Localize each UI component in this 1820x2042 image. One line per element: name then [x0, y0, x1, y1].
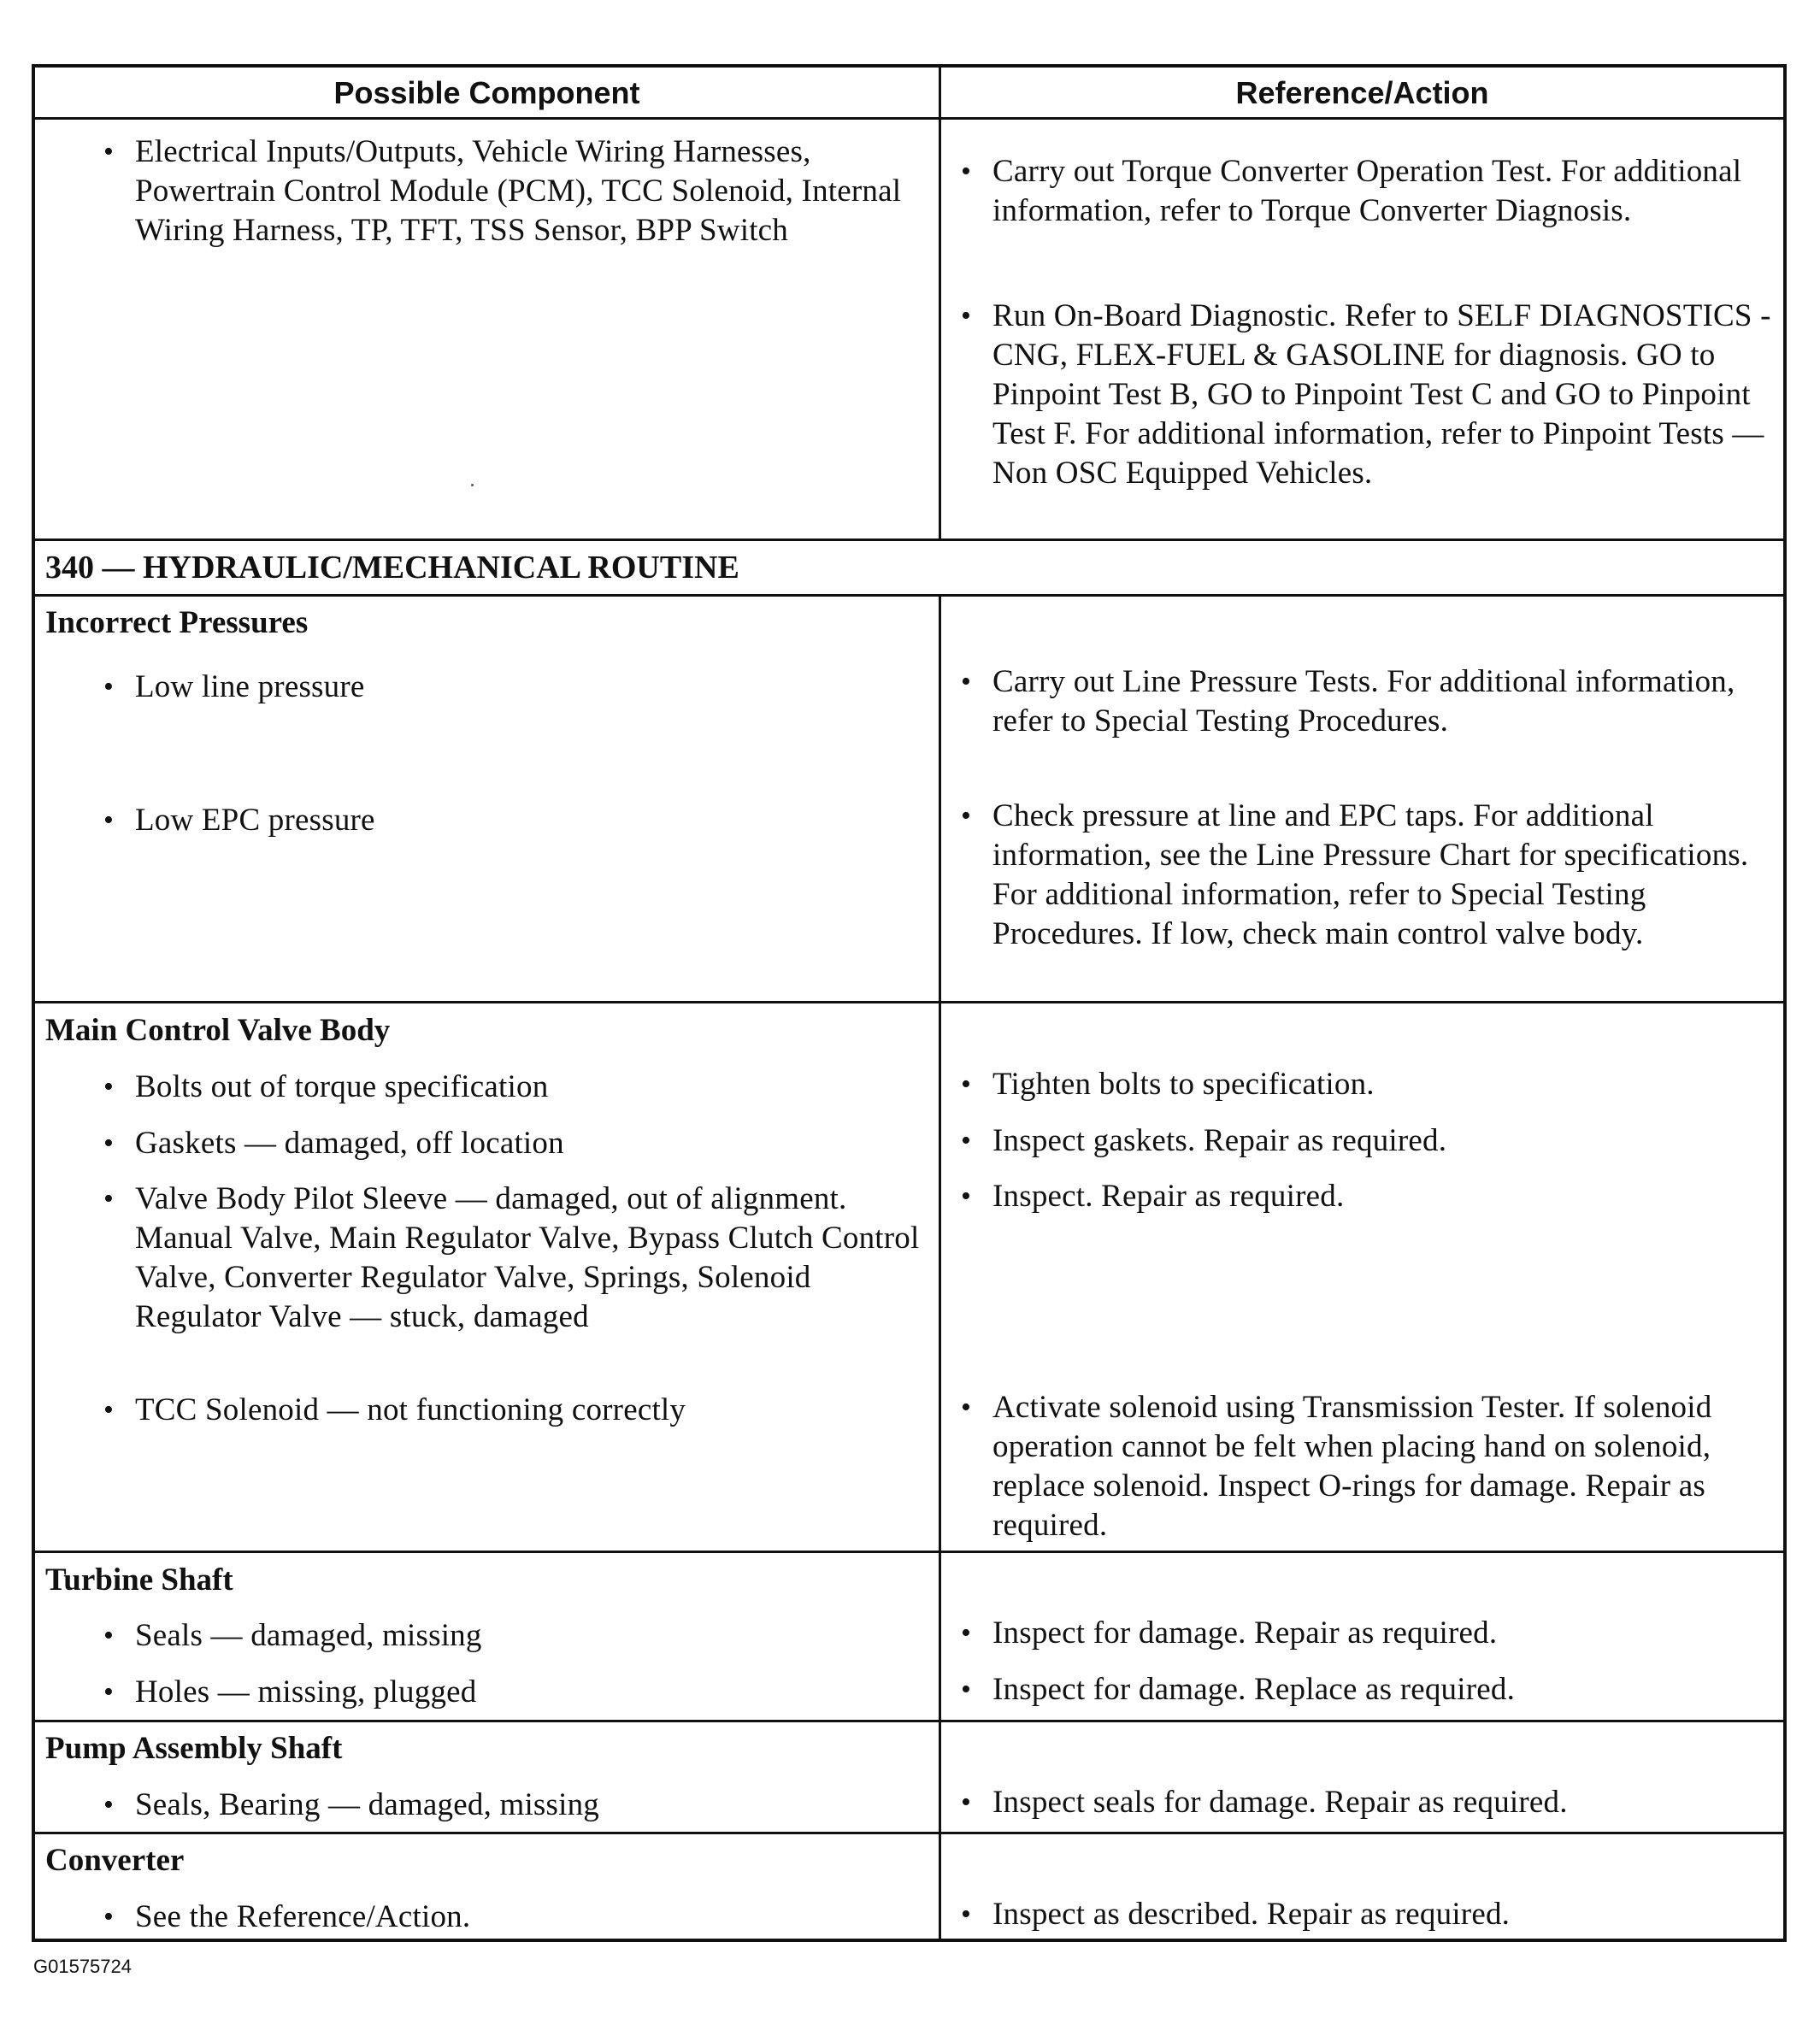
row-divider: [35, 538, 1783, 541]
header-possible-component: Possible Component: [333, 75, 640, 110]
action-tighten-bolts: • Tighten bolts to specification.: [961, 1065, 1773, 1104]
action-torque-converter-test: • Carry out Torque Converter Operation Test. For additional information, refer to Torque Converter Diagnosis.: [961, 152, 1773, 231]
action-line-pressure-tests: • Carry out Line Pressure Tests. For additional information, refer to Special Testing Procedures.: [961, 662, 1773, 741]
action-activate-solenoid: • Activate solenoid using Transmission Tester. If solenoid operation cannot be felt when placing hand on solenoid, replace solenoid. Inspect O-rings for damage. Repair as required.: [961, 1388, 1773, 1545]
group-title-main-control-valve-body: Main Control Valve Body: [45, 1013, 391, 1048]
row-divider: [35, 594, 1783, 597]
figure-id: G01575724: [33, 1956, 132, 1977]
component-pump-seals: • Seals, Bearing — damaged, missing: [103, 1786, 924, 1825]
component-bolts: • Bolts out of torque specification: [103, 1068, 924, 1107]
component-converter: • See the Reference/Action.: [103, 1898, 924, 1937]
row-divider: [35, 1551, 1783, 1553]
action-converter: • Inspect as described. Repair as required.: [961, 1895, 1773, 1934]
action-turbine-holes: • Inspect for damage. Replace as required.: [961, 1670, 1773, 1710]
group-title-converter: Converter: [45, 1843, 185, 1878]
component-low-epc-pressure: • Low EPC pressure: [103, 801, 924, 840]
section-title: 340 — HYDRAULIC/MECHANICAL ROUTINE: [45, 550, 739, 586]
component-low-line-pressure: • Low line pressure: [103, 668, 924, 707]
component-turbine-seals: • Seals — damaged, missing: [103, 1616, 924, 1656]
component-gaskets: • Gaskets — damaged, off location: [103, 1124, 924, 1163]
diagnosis-table: [32, 64, 1787, 1942]
action-on-board-diagnostic: • Run On-Board Diagnostic. Refer to SELF DIAGNOSTICS - CNG, FLEX-FUEL & GASOLINE for diagnosis. GO to Pinpoint Test B, GO to Pinpoint Test C and GO to Pinpoint Test F. For additional information, refer to Pinpoint Tests — Non OSC Equipped Vehicles.: [961, 297, 1773, 493]
component-turbine-holes: • Holes — missing, plugged: [103, 1673, 924, 1712]
row-divider: [35, 1832, 1783, 1834]
action-pump-seals: • Inspect seals for damage. Repair as required.: [961, 1783, 1773, 1822]
group-title-incorrect-pressures: Incorrect Pressures: [45, 605, 309, 640]
component-electrical: • Electrical Inputs/Outputs, Vehicle Wiring Harnesses, Powertrain Control Module (PCM), TCC Solenoid, Internal Wiring Harness, TP, TFT, TSS Sensor, BPP Switch: [103, 132, 924, 250]
stray-dot: [471, 484, 474, 486]
column-divider: [939, 594, 941, 1941]
action-turbine-seals: • Inspect for damage. Repair as required.: [961, 1614, 1773, 1653]
column-divider: [939, 68, 941, 540]
action-check-epc-taps: • Check pressure at line and EPC taps. For additional information, see the Line Pressure Chart for specifications. For additional information, refer to Special Testing Procedures. If low, check main control valve body.: [961, 797, 1773, 954]
component-tcc-solenoid: • TCC Solenoid — not functioning correctly: [103, 1391, 924, 1430]
action-inspect-repair: • Inspect. Repair as required.: [961, 1177, 1773, 1216]
component-valve-body-pilot-sleeve: • Valve Body Pilot Sleeve — damaged, out of alignment. Manual Valve, Main Regulator Valve, Bypass Clutch Control Valve, Converter Regulator Valve, Springs, Solenoid Regulator Valve — stuck, damaged: [103, 1180, 924, 1337]
group-title-pump-assembly-shaft: Pump Assembly Shaft: [45, 1731, 343, 1766]
row-divider: [35, 1720, 1783, 1722]
row-divider: [35, 1001, 1783, 1003]
header-reference-action: Reference/Action: [1235, 75, 1489, 110]
action-inspect-gaskets: • Inspect gaskets. Repair as required.: [961, 1121, 1773, 1161]
group-title-turbine-shaft: Turbine Shaft: [45, 1562, 233, 1598]
